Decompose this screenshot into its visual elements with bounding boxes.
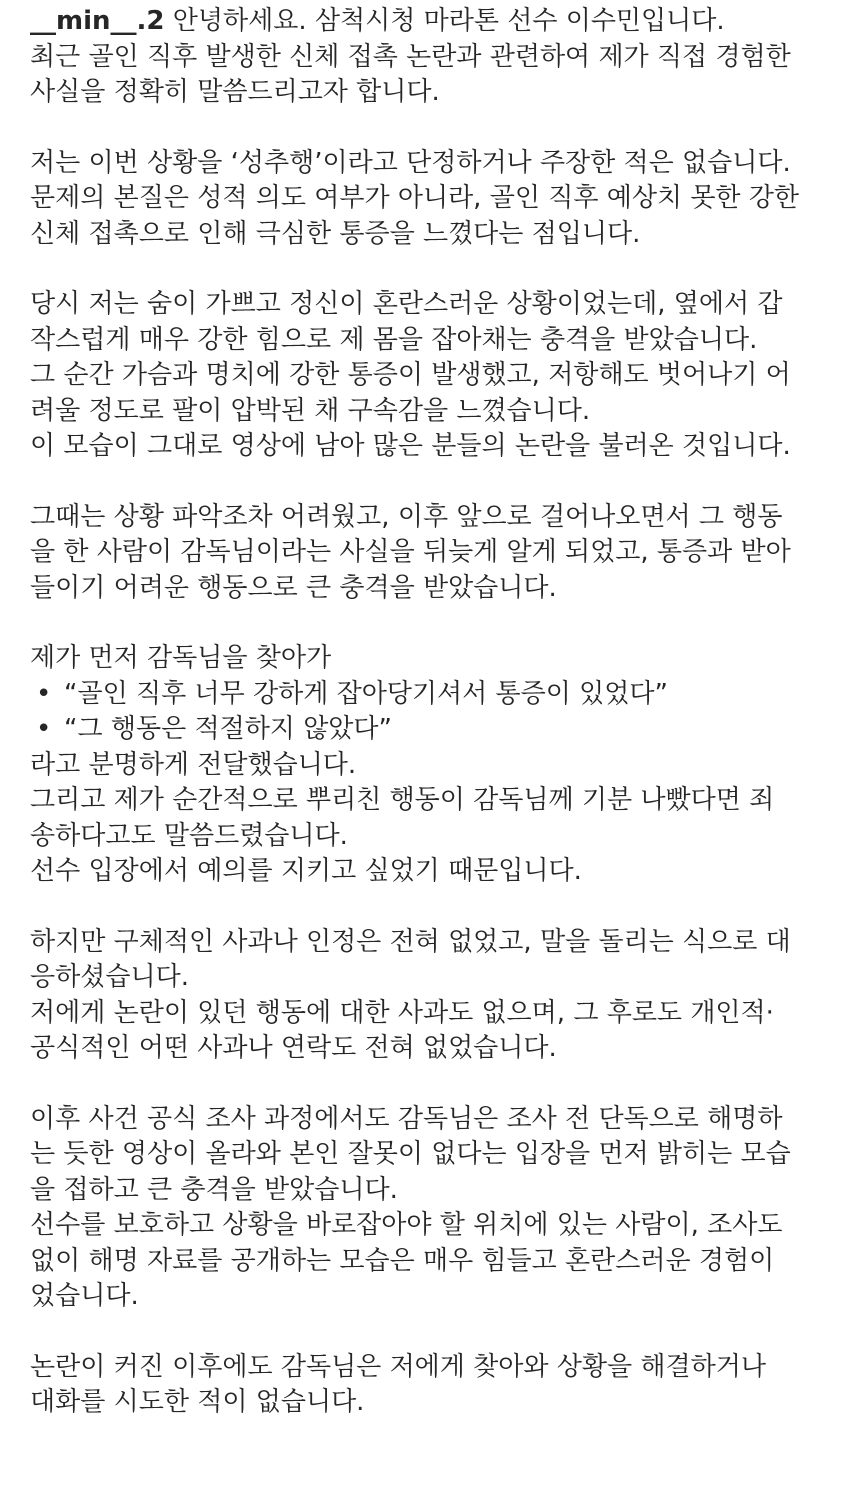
bullet-item xyxy=(30,712,830,748)
caption-line: 논란이 커진 이후에도 감독님은 저에게 찾아와 상황을 해결하거나 xyxy=(30,1351,766,1382)
caption-line: 이후 사건 공식 조사 과정에서도 감독님은 조사 전 단독으로 해명하 xyxy=(30,1103,783,1134)
caption-line: 을 접하고 큰 충격을 받았습니다. xyxy=(30,1174,398,1205)
caption-line: 저에게 논란이 있던 행동에 대한 사과도 없으며, 그 후로도 개인적· xyxy=(30,997,774,1028)
caption-line: 저는 이번 상황을 ‘성추행’이라고 단정하거나 주장한 적은 없습니다. xyxy=(30,147,791,178)
caption-line: 그 순간 가슴과 명치에 강한 통증이 발생했고, 저항해도 벗어나기 어 xyxy=(30,360,791,390)
paragraph-spacer xyxy=(30,111,830,146)
caption-line: 없이 해명 자료를 공개하는 모습은 매우 힘들고 혼란스러운 경험이 xyxy=(30,1245,775,1276)
paragraph-spacer xyxy=(30,1315,830,1350)
bullet-item xyxy=(30,677,830,713)
username-link[interactable]: __min__.2 xyxy=(30,6,165,36)
caption-line: 하지만 구체적인 사과나 인정은 전혀 없었고, 말을 돌리는 식으로 대 xyxy=(30,926,791,957)
caption-line: 당시 저는 숨이 가쁘고 정신이 혼란스러운 상황이었는데, 옆에서 갑 xyxy=(30,289,783,319)
bullet-dot-icon: • xyxy=(36,678,52,709)
caption-paragraph-8 xyxy=(30,1350,830,1421)
caption-paragraph-1 xyxy=(30,4,830,111)
caption-line: 라고 분명하게 전달했습니다. xyxy=(30,749,357,780)
caption-paragraph-4 xyxy=(30,500,830,607)
caption-line: 들이기 어려운 행동으로 큰 충격을 받았습니다. xyxy=(30,572,557,603)
caption-line: 제가 먼저 감독님을 찾아가 xyxy=(30,643,332,673)
caption-paragraph-2 xyxy=(30,146,830,253)
caption-paragraph-5 xyxy=(30,641,830,890)
caption-paragraph-6 xyxy=(30,925,830,1067)
caption-line xyxy=(30,4,830,40)
caption-line: 공식적인 어떤 사과나 연락도 전혀 없었습니다. xyxy=(30,1033,557,1063)
paragraph-spacer xyxy=(30,1067,830,1102)
post-caption xyxy=(30,4,830,1421)
caption-line: 대화를 시도한 적이 없습니다. xyxy=(30,1387,365,1417)
bullet-text: “골인 직후 너무 강하게 잡아당기셔서 통증이 있었다” xyxy=(64,678,668,709)
caption-line: 을 한 사람이 감독님이라는 사실을 뒤늦게 알게 되었고, 통증과 받아 xyxy=(30,537,791,567)
caption-text: 안녕하세요. 삼척시청 마라톤 선수 이수민입니다. xyxy=(172,6,725,36)
caption-line: 이 모습이 그대로 영상에 남아 많은 분들의 논란을 불러온 것입니다. xyxy=(30,431,791,461)
caption-line: 그때는 상황 파악조차 어려웠고, 이후 앞으로 걸어나오면서 그 행동 xyxy=(30,501,783,532)
caption-line: 최근 골인 직후 발생한 신체 접촉 논란과 관련하여 제가 직접 경험한 xyxy=(30,41,791,72)
caption-paragraph-7 xyxy=(30,1102,830,1315)
paragraph-spacer xyxy=(30,606,830,641)
bullet-text: “그 행동은 적절하지 않았다” xyxy=(64,714,393,744)
caption-line: 려울 정도로 팔이 압박된 채 구속감을 느꼈습니다. xyxy=(30,395,591,426)
paragraph-spacer xyxy=(30,252,830,287)
caption-paragraph-3 xyxy=(30,287,830,465)
caption-line: 문제의 본질은 성적 의도 여부가 아니라, 골인 직후 예상치 못한 강한 xyxy=(30,183,800,213)
caption-line: 송하다고도 말씀드렸습니다. xyxy=(30,820,348,851)
paragraph-spacer xyxy=(30,465,830,500)
caption-line: 그리고 제가 순간적으로 뿌리친 행동이 감독님께 기분 나빴다면 죄 xyxy=(30,785,775,815)
caption-line: 었습니다. xyxy=(30,1281,139,1311)
bullet-dot-icon: • xyxy=(36,714,52,744)
caption-line: 응하셨습니다. xyxy=(30,962,189,992)
caption-line: 는 듯한 영상이 올라와 본인 잘못이 없다는 입장을 먼저 밝히는 모습 xyxy=(30,1139,791,1169)
caption-line: 신체 접촉으로 인해 극심한 통증을 느꼈다는 점입니다. xyxy=(30,218,641,249)
caption-line: 선수를 보호하고 상황을 바로잡아야 할 위치에 있는 사람이, 조사도 xyxy=(30,1210,783,1240)
paragraph-spacer xyxy=(30,890,830,925)
caption-line: 선수 입장에서 예의를 지키고 싶었기 때문입니다. xyxy=(30,856,582,886)
caption-line: 사실을 정확히 말씀드리고자 합니다. xyxy=(30,77,440,107)
caption-line: 작스럽게 매우 강한 힘으로 제 몸을 잡아채는 충격을 받았습니다. xyxy=(30,324,758,355)
